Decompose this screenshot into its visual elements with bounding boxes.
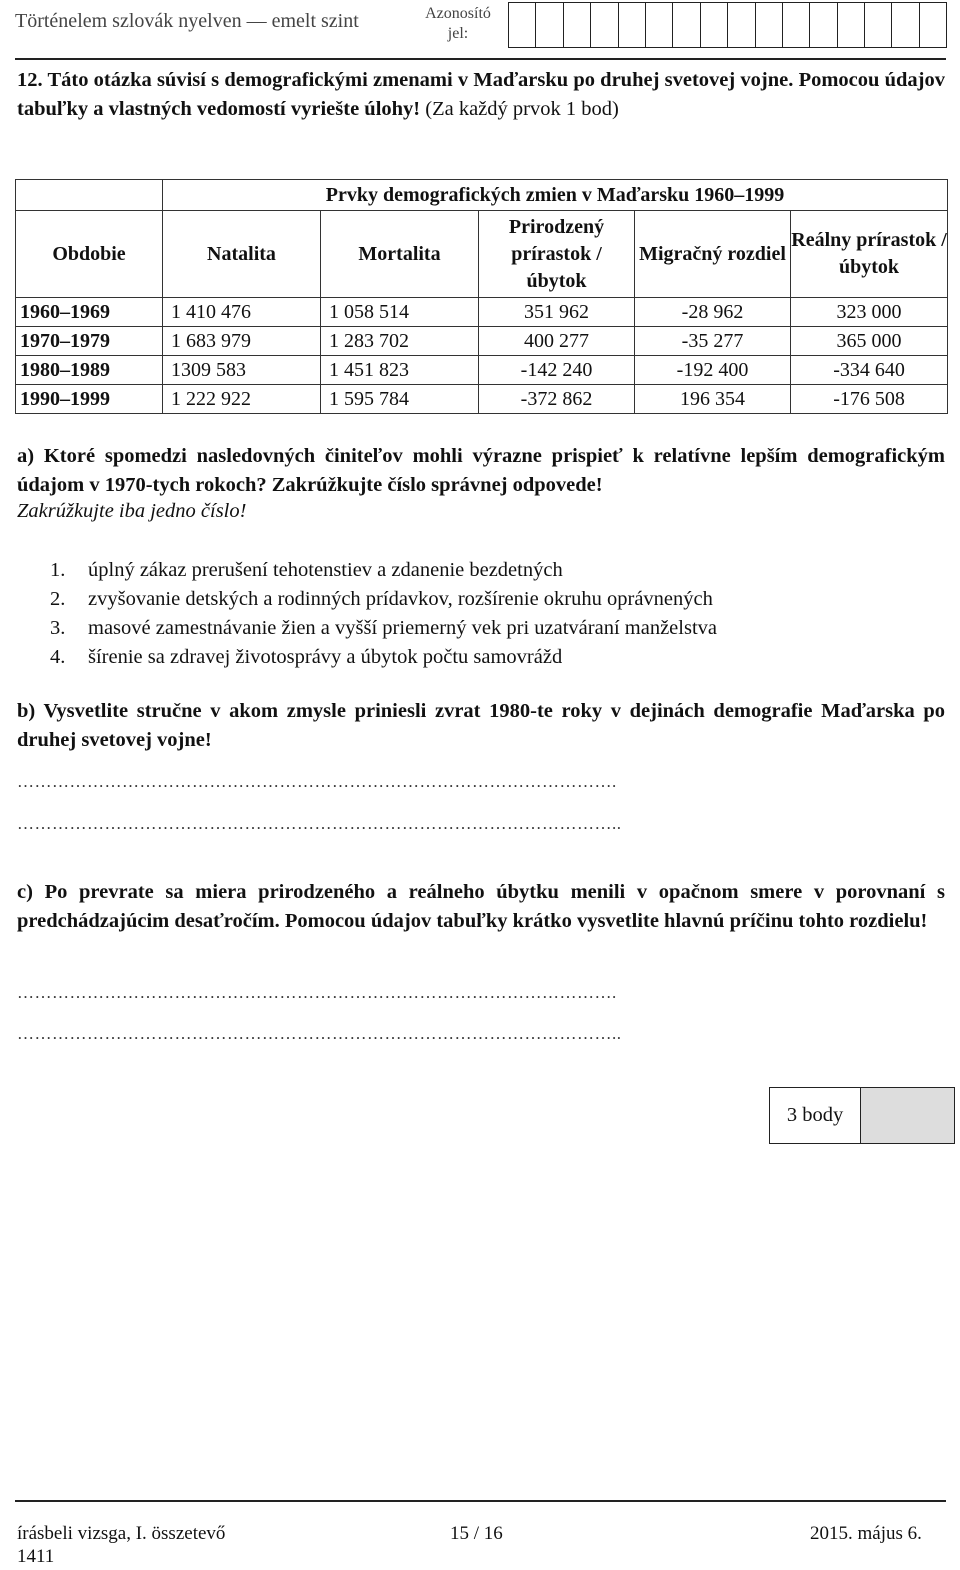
table-cell: 1 451 823 xyxy=(321,356,479,385)
table-row xyxy=(16,385,948,414)
table-cell: 1980–1989 xyxy=(16,356,163,385)
answer-option[interactable] xyxy=(50,585,717,614)
part-b-answer-line[interactable]: …………………………………………………………………………………………. xyxy=(17,772,617,791)
table-header-cell: Obdobie xyxy=(16,211,163,298)
question-intro-text: Táto otázka súvisí s demografickými zmenami v Maďarsku po druhej svetovej vojne. xyxy=(47,69,794,91)
id-digit-box[interactable] xyxy=(864,2,892,48)
table-header-cell: Mortalita xyxy=(321,211,479,298)
footer-divider xyxy=(15,1500,946,1502)
table-cell: -35 277 xyxy=(635,327,791,356)
id-digit-box[interactable] xyxy=(618,2,646,48)
table-cell: 1 222 922 xyxy=(163,385,321,414)
table-cell: -142 240 xyxy=(479,356,635,385)
answer-option-number[interactable]: 4. xyxy=(50,646,66,668)
table-header-cell: Natalita xyxy=(163,211,321,298)
id-digit-box[interactable] xyxy=(755,2,783,48)
id-digit-box[interactable] xyxy=(919,2,947,48)
table-cell: 351 962 xyxy=(479,298,635,327)
answer-option-text: masové zamestnávanie žien a vyšší priemerný vek pri uzatváraní manželstva xyxy=(88,617,717,639)
answer-option[interactable] xyxy=(50,614,717,643)
table-cell: -372 862 xyxy=(479,385,635,414)
part-c-answer-line[interactable]: ………………………………………………………………………………………….. xyxy=(17,1024,622,1043)
table-header-cell: Prirodzený prírastok / úbytok xyxy=(479,211,635,298)
table-cell: 1 283 702 xyxy=(321,327,479,356)
id-digit-box[interactable] xyxy=(645,2,673,48)
answer-option-number[interactable]: 2. xyxy=(50,588,66,610)
footer-date: 2015. május 6. xyxy=(810,1523,922,1544)
question-number: 12. xyxy=(17,69,43,91)
table-cell: -28 962 xyxy=(635,298,791,327)
part-c-answer-line[interactable]: …………………………………………………………………………………………. xyxy=(17,983,617,1002)
table-row xyxy=(16,356,948,385)
header-divider xyxy=(15,58,946,60)
table-cell: 1960–1969 xyxy=(16,298,163,327)
id-label: Azonosító jel: xyxy=(425,5,491,42)
part-a-note: Zakrúžkujte iba jedno číslo! xyxy=(17,500,247,522)
part-a-question: a) Ktoré spomedzi nasledovných činiteľov mohli výrazne prispieť k relatívne lepším demografickým údajom v 1970-tych rokoch? Zakrúžkujte číslo správnej odpovede! xyxy=(17,445,945,496)
table-cell: 196 354 xyxy=(635,385,791,414)
table-header-cell: Reálny prírastok / úbytok xyxy=(791,211,948,298)
table-cell: 323 000 xyxy=(791,298,948,327)
table-row xyxy=(16,327,948,356)
question-points-note: (Za každý prvok 1 bod) xyxy=(425,98,619,120)
id-digit-box[interactable] xyxy=(809,2,837,48)
answer-option-text: úplný zákaz prerušení tehotenstiev a zdanenie bezdetných xyxy=(88,559,563,581)
id-digit-box[interactable] xyxy=(891,2,919,48)
id-box-grid xyxy=(509,2,947,48)
points-label: 3 body xyxy=(770,1088,861,1143)
table-cell: 1990–1999 xyxy=(16,385,163,414)
table-cell: 1 410 476 xyxy=(163,298,321,327)
answer-option-text: zvyšovanie detských a rodinných prídavkov, rozšírenie okruhu oprávnených xyxy=(88,588,713,610)
answer-option[interactable] xyxy=(50,556,717,585)
answer-option[interactable] xyxy=(50,643,717,672)
demography-table xyxy=(15,179,948,414)
part-c-question: c) Po prevrate sa miera prirodzeného a reálneho úbytku menili v opačnom smere v porovnaní s predchádzajúcim desaťročím. Pomocou údajov tabuľky krátko vysvetlite hlavnú príčinu tohto rozdielu! xyxy=(17,881,945,932)
table-cell: 1 058 514 xyxy=(321,298,479,327)
table-row xyxy=(16,298,948,327)
id-digit-box[interactable] xyxy=(727,2,755,48)
table-body xyxy=(16,298,948,414)
id-digit-box[interactable] xyxy=(837,2,865,48)
table-cell: 1 595 784 xyxy=(321,385,479,414)
part-a-options xyxy=(50,556,717,672)
table-cell: 1970–1979 xyxy=(16,327,163,356)
table-cell: -334 640 xyxy=(791,356,948,385)
question-intro xyxy=(17,66,945,124)
table-cell: -192 400 xyxy=(635,356,791,385)
id-digit-box[interactable] xyxy=(700,2,728,48)
table-cell: 365 000 xyxy=(791,327,948,356)
footer-exam-label: írásbeli vizsga, I. összetevő xyxy=(17,1523,226,1544)
id-digit-box[interactable] xyxy=(782,2,810,48)
table-cell: 1309 583 xyxy=(163,356,321,385)
id-digit-box[interactable] xyxy=(590,2,618,48)
footer-page-number: 15 / 16 xyxy=(450,1523,503,1544)
table-header-cell: Migračný rozdiel xyxy=(635,211,791,298)
table-cell: 1 683 979 xyxy=(163,327,321,356)
id-digit-box[interactable] xyxy=(508,2,536,48)
id-digit-box[interactable] xyxy=(672,2,700,48)
id-digit-box[interactable] xyxy=(563,2,591,48)
points-score-field[interactable] xyxy=(861,1088,954,1143)
part-b-question: b) Vysvetlite stručne v akom zmysle priniesli zvrat 1980-te roky v dejinách demografie Maďarska po druhej svetovej vojne! xyxy=(17,700,945,751)
table-header-row xyxy=(16,211,948,298)
points-box xyxy=(769,1087,955,1144)
header-title: Történelem szlovák nyelven — emelt szint xyxy=(15,10,359,32)
answer-option-text: šírenie sa zdravej životosprávy a úbytok počtu samovrážd xyxy=(88,646,563,668)
id-digit-box[interactable] xyxy=(535,2,563,48)
question-instruction: Pomocou údajov tabuľky a vlastných vedomostí vyriešte úlohy! xyxy=(17,69,945,120)
table-caption: Prvky demografických zmien v Maďarsku 1960–1999 xyxy=(163,180,948,211)
table-corner-cell xyxy=(16,180,163,211)
footer-code: 1411 xyxy=(17,1546,55,1567)
table-cell: 400 277 xyxy=(479,327,635,356)
answer-option-number[interactable]: 1. xyxy=(50,559,66,581)
answer-option-number[interactable]: 3. xyxy=(50,617,66,639)
part-b-answer-line[interactable]: ………………………………………………………………………………………….. xyxy=(17,814,622,833)
table-cell: -176 508 xyxy=(791,385,948,414)
